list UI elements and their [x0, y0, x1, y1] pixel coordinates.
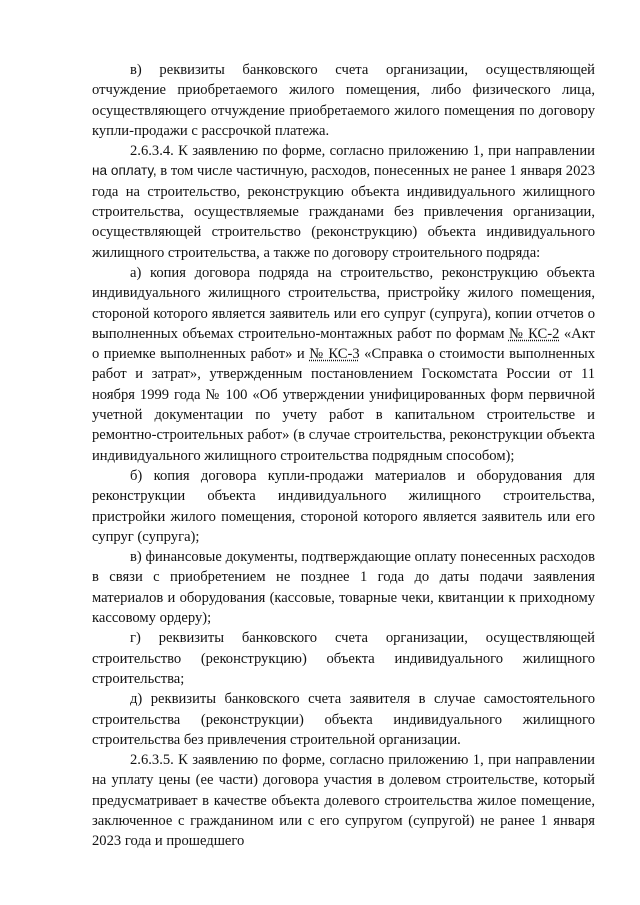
paragraph-2-6-3-4-payment-phrase: на оплату, [92, 163, 157, 179]
ks2-form-link[interactable]: № КС-2 [508, 325, 560, 342]
paragraph-a-part-3: «Справка о стоимости выполненных работ и затрат», утвержденным постановлением Госкомстата России от 11 ноября 1999 года № 100 «Об утверждении унифицированных форм первичной учетной документации по учету работ в капитальном строительстве и ремонтно-строительных работ» (в случае строительства, реконструкции объекта индивидуального жилищного строительства подрядным способом); [92, 346, 595, 464]
paragraph-d-applicant-bank-details: д) реквизиты банковского счета заявителя в случае самостоятельного строительства (реконструкции) объекта индивидуального жилищного строительства без привлечения строительной организации. [92, 691, 595, 748]
paragraph-a-contract-copy [92, 263, 595, 466]
paragraph-v-bank-details-seller: в) реквизиты банковского счета организации, осуществляющей отчуждение приобретаемого жилого помещения, либо физического лица, осуществляющего отчуждение приобретаемого жилого помещения по договору купли-продажи с рассрочкой платежа. [92, 62, 595, 139]
paragraph-a-part-1: а) копия договора подряда на строительство, реконструкцию объекта индивидуального жилищного строительства, пристройку жилого помещения, стороной которого является заявитель или его супруг (супруга), копии отчетов о выполненных объемах строительно-монтажных работ по формам [92, 264, 595, 342]
paragraph-2-6-3-4-end: в том числе частичную, расходов, понесенных не ранее 1 января 2023 года на строительство, реконструкцию объекта индивидуального жилищного строительства, осуществляемые гражданами без привлечения организации, осуществляющей строительство (реконструкцию) объекта индивидуального жилищного строительства, а также по договору строительного подряда: [92, 163, 595, 261]
paragraph-2-6-3-4 [92, 141, 595, 263]
paragraph-b-purchase-contract: б) копия договора купли-продажи материалов и оборудования для реконструкции объекта индивидуального жилищного строительства, пристройки жилого помещения, стороной которого является заявитель или его супруг (супруга); [92, 467, 595, 545]
paragraph-a-part-2: «Акт о приемке выполненных работ» и [92, 325, 595, 363]
paragraph-v-financial-documents: в) финансовые документы, подтверждающие оплату понесенных расходов в связи с приобретением не позднее 1 года до даты подачи заявления материалов и оборудования (кассовые, товарные чеки, квитанции к приходному кассовому ордеру); [92, 549, 595, 627]
paragraph-2-6-3-4-start: 2.6.3.4. К заявлению по форме, согласно приложению 1, при направлении [130, 143, 595, 160]
document-page [92, 60, 595, 852]
paragraph-g-builder-bank-details: г) реквизиты банковского счета организации, осуществляющей строительство (реконструкцию) объекта индивидуального жилищного строительства; [92, 630, 595, 687]
ks3-form-link[interactable]: № КС-3 [309, 346, 360, 363]
paragraph-2-6-3-5: 2.6.3.5. К заявлению по форме, согласно приложению 1, при направлении на уплату цены (ее части) договора участия в долевом строительстве, который предусматривает в качестве объекта долевого строительства жилое помещение, заключенное с гражданином или с его супругом (супругой) не ранее 1 января 2023 года и прошедшего [92, 752, 595, 850]
